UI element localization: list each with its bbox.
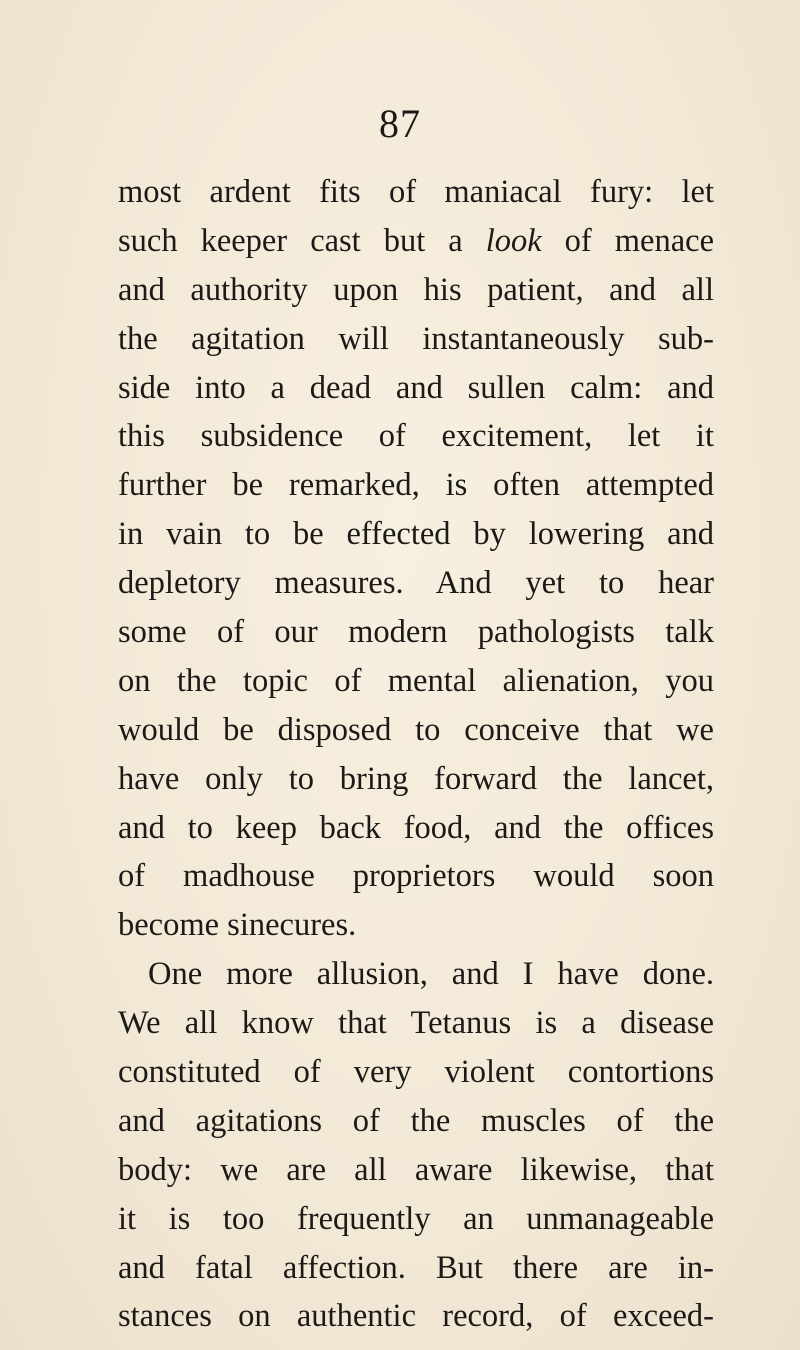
text-line-1: most ardent fits of maniacal fury: let [118, 174, 714, 210]
text-line-17: One more allusion, and I have done. [148, 956, 714, 993]
text-line-13: have only to bring forward the lancet, [118, 760, 714, 797]
text-line-6: this subsidence of excitement, let it [118, 418, 714, 455]
page-number: 87 [379, 101, 421, 146]
text-line-10: some of our modern pathologists talk [118, 614, 714, 651]
text-line-22: it is too frequently an unmanageable [118, 1200, 714, 1237]
text-line-5: side into a dead and sullen calm: and [118, 369, 714, 406]
text-line-9: depletory measures. And yet to hear [118, 565, 714, 602]
text-line-12: would be disposed to conceive that we [118, 711, 714, 748]
text-segment: of menace [541, 222, 714, 259]
text-line-21: body: we are all aware likewise, that [118, 1151, 714, 1188]
text-line-14: and to keep back food, and the offices [118, 809, 714, 846]
text-line-18: We all know that Tetanus is a disease [118, 1005, 714, 1042]
text-line-16: become sinecures. [118, 907, 357, 944]
text-line-7: further be remarked, is often attempted [118, 467, 714, 504]
text-line-20: and agitations of the muscles of the [118, 1102, 714, 1139]
body-text [118, 168, 714, 1341]
italic-word: look [485, 222, 542, 259]
text-line-15: of madhouse proprietors would soon [118, 858, 714, 895]
text-line-19: constituted of very violent contortions [118, 1054, 714, 1091]
text-line-24: stances on authentic record, of exceed- [118, 1298, 714, 1335]
text-line-11: on the topic of mental alienation, you [118, 662, 714, 699]
text-segment: such keeper cast but a [118, 222, 486, 259]
text-line-8: in vain to be effected by lowering and [118, 516, 714, 553]
text-line-4: the agitation will instantaneously sub- [118, 320, 714, 357]
text-line-23: and fatal affection. But there are in- [118, 1249, 714, 1286]
text-line-2 [118, 217, 714, 266]
text-line-3: and authority upon his patient, and all [118, 271, 714, 308]
